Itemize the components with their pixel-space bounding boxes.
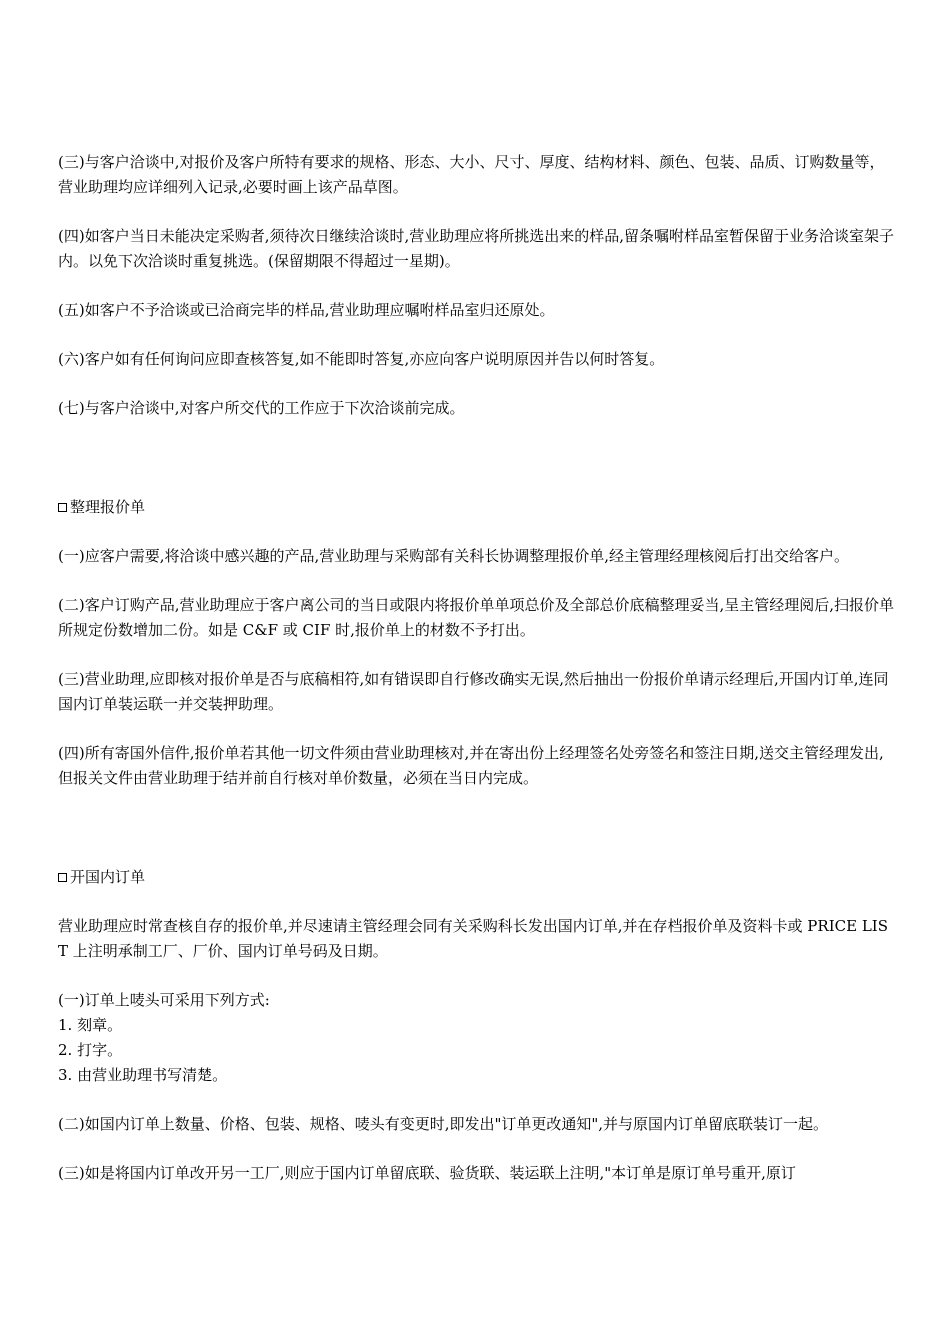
- quotation-paragraph-3: (三)营业助理,应即核对报价单是否与底稿相符,如有错误即自行修改确实无误,然后抽出一份报价单请示经理后,开国内订单,连同国内订单装运联一并交装押助理。: [58, 670, 889, 713]
- section-heading-domestic-order: [58, 865, 894, 890]
- section-heading-quotation: [58, 495, 894, 520]
- checkbox-square-icon: [58, 873, 67, 882]
- section-heading-text: 整理报价单: [70, 498, 146, 516]
- document-page: [58, 150, 894, 1210]
- list-item: 3. 由营业助理书写清楚。: [58, 1066, 228, 1084]
- domestic-order-intro: 营业助理应时常查核自存的报价单,并尽速请主管经理会同有关采购科长发出国内订单,并在存档报价单及资料卡或 PRICE LIST 上注明承制工厂、厂价、国内订单号码及日期。: [58, 917, 888, 960]
- quotation-paragraph-1: (一)应客户需要,将洽谈中感兴趣的产品,营业助理与采购部有关科长协调整理报价单,经主管理经理核阅后打出交给客户。: [58, 547, 850, 565]
- paragraph-6: (六)客户如有任何询问应即查核答复,如不能即时答复,亦应向客户说明原因并告以何时答复。: [58, 350, 665, 368]
- domestic-order-paragraph-2: (二)如国内订单上数量、价格、包装、规格、唛头有变更时,即发出"订单更改通知",并与原国内订单留底联装订一起。: [58, 1115, 829, 1133]
- list-title: (一)订单上唛头可采用下列方式:: [58, 991, 270, 1009]
- shipping-mark-list: [58, 988, 894, 1088]
- paragraph-3: (三)与客户洽谈中,对报价及客户所特有要求的规格、形态、大小、尺寸、厚度、结构材料、颜色、包装、品质、订购数量等，营业助理均应详细列入记录,必要时画上该产品草图。: [58, 153, 885, 196]
- paragraph-4: (四)如客户当日未能决定采购者,须待次日继续洽谈时,营业助理应将所挑选出来的样品,留条嘱咐样品室暂保留于业务洽谈室架子内。以免下次洽谈时重复挑选。(保留期限不得超过一星期)。: [58, 227, 895, 270]
- list-item: 2. 打字。: [58, 1041, 123, 1059]
- quotation-paragraph-2: (二)客户订购产品,营业助理应于客户离公司的当日或限内将报价单单项总价及全部总价底稿整理妥当,呈主管经理阅后,扫报价单所规定份数增加二份。如是 C&F 或 CIF 时,报价单上的材数不予打出。: [58, 596, 895, 639]
- domestic-order-paragraph-3: (三)如是将国内订单改开另一工厂,则应于国内订单留底联、验货联、装运联上注明,"本订单是原订单号重开,原订: [58, 1164, 796, 1182]
- section-heading-text: 开国内订单: [70, 868, 146, 886]
- paragraph-5: (五)如客户不予洽谈或已洽商完毕的样品,营业助理应嘱咐样品室归还原处。: [58, 301, 555, 319]
- checkbox-square-icon: [58, 503, 67, 512]
- paragraph-7: (七)与客户洽谈中,对客户所交代的工作应于下次洽谈前完成。: [58, 399, 465, 417]
- quotation-paragraph-4: (四)所有寄国外信件,报价单若其他一切文件须由营业助理核对,并在寄出份上经理签名处旁签名和签注日期,送交主管经理发出,但报关文件由营业助理于结并前自行核对单价数量，必须在当日内完成。: [58, 744, 884, 787]
- list-item: 1. 刻章。: [58, 1016, 123, 1034]
